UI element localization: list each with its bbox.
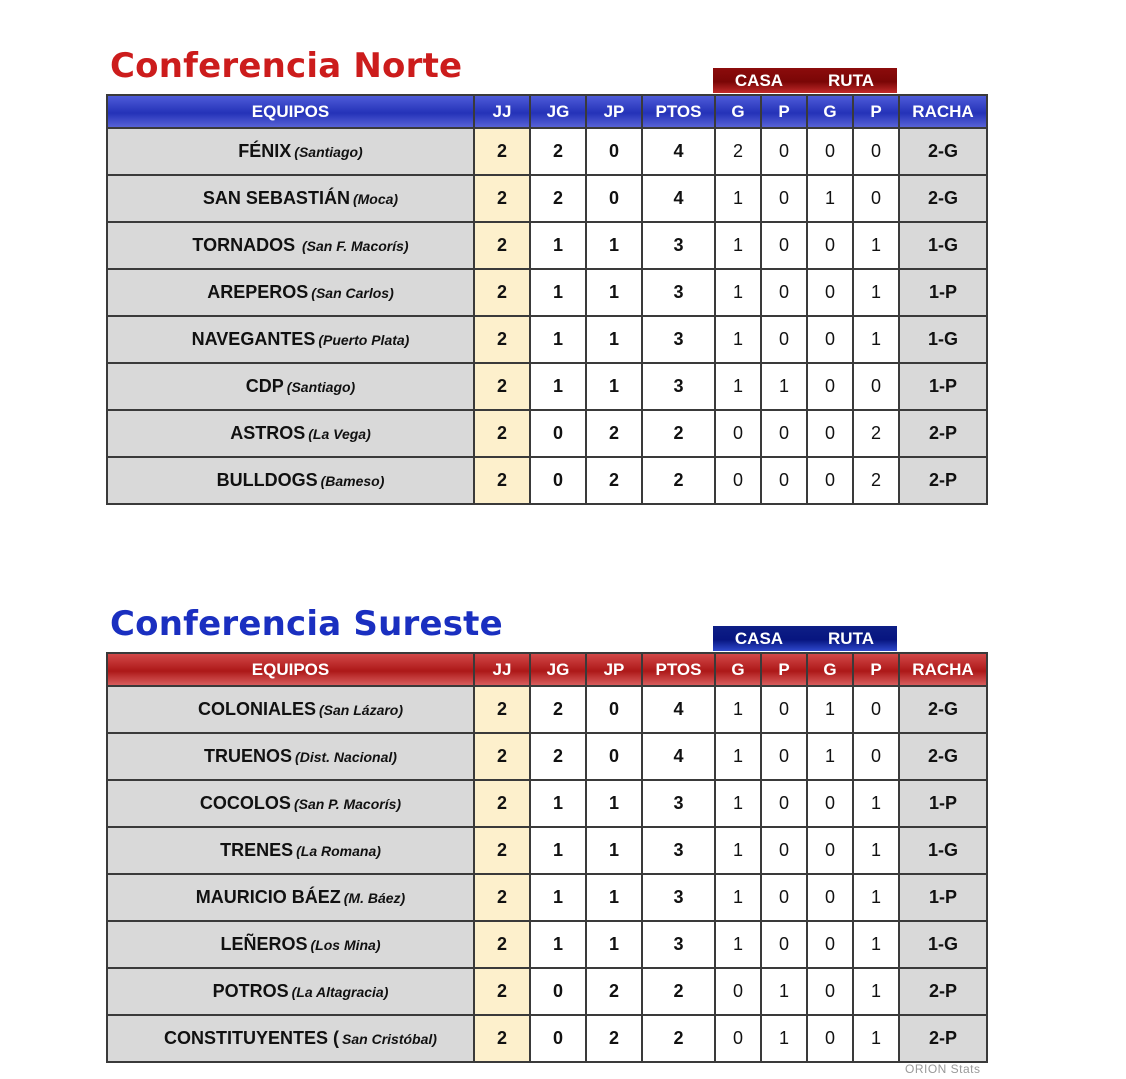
cell-casa-g: 1	[715, 874, 761, 921]
col-jp: JP	[586, 95, 642, 128]
cell-racha: 1-P	[899, 780, 987, 827]
cell-jp: 0	[586, 733, 642, 780]
cell-ruta-g: 0	[807, 316, 853, 363]
col-equipos: EQUIPOS	[107, 653, 474, 686]
cell-casa-g: 0	[715, 968, 761, 1015]
cell-jj: 2	[474, 175, 530, 222]
table-row	[107, 686, 987, 733]
cell-ptos: 2	[642, 968, 715, 1015]
team-city: (Bameso)	[320, 473, 385, 489]
cell-racha: 1-G	[899, 222, 987, 269]
cell-ptos: 3	[642, 780, 715, 827]
col-ruta-g: G	[807, 95, 853, 128]
team-cell	[107, 269, 474, 316]
conference-title: Conferencia Norte	[110, 46, 463, 86]
team-cell	[107, 457, 474, 504]
cell-jg: 1	[530, 921, 586, 968]
team-cell	[107, 363, 474, 410]
cell-casa-p: 0	[761, 827, 807, 874]
team-city: (Puerto Plata)	[318, 332, 410, 348]
team-cell	[107, 1015, 474, 1062]
cell-ruta-g: 0	[807, 1015, 853, 1062]
cell-ruta-g: 1	[807, 175, 853, 222]
cell-ruta-p: 1	[853, 874, 899, 921]
cell-racha: 2-G	[899, 733, 987, 780]
col-racha: RACHA	[899, 95, 987, 128]
col-casa-g: G	[715, 653, 761, 686]
cell-jg: 1	[530, 269, 586, 316]
cell-casa-g: 1	[715, 921, 761, 968]
team-city: (La Altagracia)	[291, 984, 389, 1000]
cell-ruta-p: 1	[853, 269, 899, 316]
cell-casa-p: 0	[761, 874, 807, 921]
team-cell	[107, 128, 474, 175]
cell-jj: 2	[474, 921, 530, 968]
table-row	[107, 128, 987, 175]
cell-racha: 2-G	[899, 686, 987, 733]
cell-jj: 2	[474, 222, 530, 269]
cell-ptos: 3	[642, 921, 715, 968]
cell-jg: 0	[530, 1015, 586, 1062]
cell-jp: 1	[586, 921, 642, 968]
table-row	[107, 269, 987, 316]
cell-ptos: 3	[642, 269, 715, 316]
cell-casa-g: 1	[715, 175, 761, 222]
cell-ruta-p: 2	[853, 457, 899, 504]
cell-ruta-g: 1	[807, 686, 853, 733]
team-city: (M. Báez)	[343, 890, 406, 906]
cell-jg: 1	[530, 363, 586, 410]
team-cell	[107, 733, 474, 780]
cell-jg: 2	[530, 686, 586, 733]
cell-ptos: 3	[642, 827, 715, 874]
team-cell	[107, 968, 474, 1015]
cell-racha: 2-P	[899, 968, 987, 1015]
team-cell	[107, 921, 474, 968]
col-ptos: PTOS	[642, 653, 715, 686]
team-name: NAVEGANTES	[191, 329, 316, 349]
cell-ptos: 4	[642, 686, 715, 733]
team-name: SAN SEBASTIÁN	[202, 188, 350, 208]
cell-jg: 1	[530, 827, 586, 874]
cell-jg: 0	[530, 457, 586, 504]
team-name: TRENES	[220, 840, 294, 860]
col-racha: RACHA	[899, 653, 987, 686]
cell-racha: 2-P	[899, 410, 987, 457]
cell-casa-p: 0	[761, 733, 807, 780]
watermark: ORION Stats	[905, 1062, 981, 1076]
table-row	[107, 316, 987, 363]
cell-jp: 0	[586, 128, 642, 175]
team-city: (San P. Macorís)	[293, 796, 402, 812]
cell-racha: 1-G	[899, 316, 987, 363]
cell-casa-g: 1	[715, 780, 761, 827]
table-row	[107, 1015, 987, 1062]
table-header-row	[107, 95, 987, 128]
cell-jj: 2	[474, 1015, 530, 1062]
ruta-super-header: RUTA	[805, 68, 897, 93]
cell-ptos: 4	[642, 128, 715, 175]
cell-jj: 2	[474, 410, 530, 457]
team-cell	[107, 175, 474, 222]
cell-casa-g: 1	[715, 827, 761, 874]
conference-title: Conferencia Sureste	[110, 604, 503, 644]
team-name: COCOLOS	[199, 793, 291, 813]
cell-jp: 1	[586, 874, 642, 921]
team-name: COLONIALES	[197, 699, 316, 719]
cell-racha: 1-P	[899, 363, 987, 410]
cell-ruta-p: 1	[853, 1015, 899, 1062]
team-name: LEÑEROS	[220, 934, 308, 954]
cell-casa-g: 0	[715, 1015, 761, 1062]
cell-casa-p: 0	[761, 457, 807, 504]
team-cell	[107, 316, 474, 363]
table-row	[107, 410, 987, 457]
cell-jp: 0	[586, 175, 642, 222]
casa-super-header: CASA	[713, 68, 805, 93]
cell-jg: 2	[530, 733, 586, 780]
cell-casa-p: 0	[761, 316, 807, 363]
cell-jj: 2	[474, 457, 530, 504]
cell-jp: 1	[586, 827, 642, 874]
cell-jp: 1	[586, 780, 642, 827]
cell-casa-p: 1	[761, 363, 807, 410]
cell-jg: 1	[530, 316, 586, 363]
team-name: BULLDOGS	[216, 470, 318, 490]
cell-ptos: 4	[642, 175, 715, 222]
cell-racha: 2-G	[899, 128, 987, 175]
cell-casa-p: 0	[761, 269, 807, 316]
col-ptos: PTOS	[642, 95, 715, 128]
cell-jp: 2	[586, 457, 642, 504]
table-row	[107, 874, 987, 921]
team-cell	[107, 874, 474, 921]
cell-ruta-p: 2	[853, 410, 899, 457]
cell-ruta-g: 0	[807, 874, 853, 921]
team-name: FÉNIX	[238, 141, 292, 161]
cell-jj: 2	[474, 269, 530, 316]
cell-ruta-p: 1	[853, 316, 899, 363]
cell-ruta-g: 0	[807, 269, 853, 316]
cell-ruta-p: 1	[853, 921, 899, 968]
cell-casa-p: 1	[761, 1015, 807, 1062]
col-jj: JJ	[474, 653, 530, 686]
table-row	[107, 457, 987, 504]
team-name: TORNADOS	[192, 235, 296, 255]
cell-jg: 0	[530, 410, 586, 457]
cell-ruta-p: 1	[853, 827, 899, 874]
cell-jj: 2	[474, 363, 530, 410]
table-row	[107, 222, 987, 269]
cell-ruta-g: 0	[807, 780, 853, 827]
cell-jp: 2	[586, 1015, 642, 1062]
cell-ptos: 3	[642, 363, 715, 410]
cell-jj: 2	[474, 733, 530, 780]
table-row	[107, 921, 987, 968]
cell-ruta-g: 0	[807, 128, 853, 175]
cell-casa-g: 1	[715, 269, 761, 316]
team-cell	[107, 410, 474, 457]
cell-casa-g: 1	[715, 733, 761, 780]
cell-ruta-p: 0	[853, 175, 899, 222]
cell-ptos: 2	[642, 457, 715, 504]
standings-body	[107, 128, 987, 504]
table-row	[107, 827, 987, 874]
cell-casa-g: 2	[715, 128, 761, 175]
team-name: CDP	[245, 376, 284, 396]
cell-ruta-g: 1	[807, 733, 853, 780]
team-cell	[107, 780, 474, 827]
cell-jg: 2	[530, 175, 586, 222]
team-city: (Santiago)	[294, 144, 363, 160]
cell-ptos: 3	[642, 222, 715, 269]
cell-casa-g: 1	[715, 222, 761, 269]
cell-ruta-p: 1	[853, 780, 899, 827]
cell-ruta-p: 0	[853, 363, 899, 410]
cell-casa-g: 0	[715, 410, 761, 457]
cell-racha: 2-P	[899, 1015, 987, 1062]
team-city: San Cristóbal)	[342, 1031, 437, 1047]
cell-racha: 2-G	[899, 175, 987, 222]
cell-jg: 1	[530, 222, 586, 269]
cell-ruta-p: 1	[853, 968, 899, 1015]
table-row	[107, 175, 987, 222]
team-cell	[107, 827, 474, 874]
cell-ptos: 2	[642, 1015, 715, 1062]
col-casa-p: P	[761, 653, 807, 686]
team-city: (Los Mina)	[310, 937, 381, 953]
cell-casa-p: 0	[761, 222, 807, 269]
team-name: POTROS	[212, 981, 289, 1001]
col-casa-g: G	[715, 95, 761, 128]
cell-casa-p: 0	[761, 921, 807, 968]
team-name: CONSTITUYENTES (	[164, 1028, 340, 1048]
cell-ruta-g: 0	[807, 827, 853, 874]
cell-jp: 0	[586, 686, 642, 733]
team-city: (La Romana)	[296, 843, 381, 859]
cell-casa-g: 1	[715, 316, 761, 363]
cell-casa-p: 0	[761, 780, 807, 827]
cell-ruta-g: 0	[807, 222, 853, 269]
ruta-super-header: RUTA	[805, 626, 897, 651]
table-row	[107, 780, 987, 827]
team-city: (La Vega)	[308, 426, 371, 442]
team-cell	[107, 686, 474, 733]
cell-racha: 1-P	[899, 874, 987, 921]
team-city: (San Lázaro)	[319, 702, 404, 718]
team-city: (San F. Macorís)	[298, 238, 409, 254]
col-casa-p: P	[761, 95, 807, 128]
cell-jp: 2	[586, 410, 642, 457]
cell-ruta-p: 0	[853, 733, 899, 780]
cell-racha: 2-P	[899, 457, 987, 504]
cell-ptos: 3	[642, 874, 715, 921]
team-name: TRUENOS	[204, 746, 293, 766]
cell-jp: 1	[586, 269, 642, 316]
col-jg: JG	[530, 653, 586, 686]
cell-ruta-g: 0	[807, 410, 853, 457]
cell-ptos: 2	[642, 410, 715, 457]
cell-racha: 1-G	[899, 921, 987, 968]
cell-jp: 1	[586, 363, 642, 410]
cell-jj: 2	[474, 316, 530, 363]
cell-casa-g: 1	[715, 686, 761, 733]
team-name: MAURICIO BÁEZ	[195, 887, 341, 907]
table-header-row	[107, 653, 987, 686]
cell-jg: 1	[530, 874, 586, 921]
cell-jj: 2	[474, 780, 530, 827]
team-city: (Dist. Nacional)	[295, 749, 397, 765]
casa-super-header: CASA	[713, 626, 805, 651]
cell-ruta-p: 1	[853, 222, 899, 269]
col-jp: JP	[586, 653, 642, 686]
cell-casa-p: 0	[761, 175, 807, 222]
cell-jj: 2	[474, 686, 530, 733]
cell-ptos: 3	[642, 316, 715, 363]
cell-jj: 2	[474, 874, 530, 921]
cell-jp: 2	[586, 968, 642, 1015]
cell-racha: 1-G	[899, 827, 987, 874]
table-row	[107, 363, 987, 410]
cell-jp: 1	[586, 316, 642, 363]
cell-casa-p: 0	[761, 128, 807, 175]
cell-racha: 1-P	[899, 269, 987, 316]
cell-jg: 2	[530, 128, 586, 175]
team-city: (Moca)	[352, 191, 399, 207]
standings-table	[106, 652, 988, 1063]
standings-body	[107, 686, 987, 1062]
col-equipos: EQUIPOS	[107, 95, 474, 128]
team-cell	[107, 222, 474, 269]
table-row	[107, 733, 987, 780]
standings-table	[106, 94, 988, 505]
cell-casa-p: 1	[761, 968, 807, 1015]
table-row	[107, 968, 987, 1015]
cell-casa-p: 0	[761, 686, 807, 733]
col-ruta-p: P	[853, 653, 899, 686]
cell-jj: 2	[474, 827, 530, 874]
cell-ptos: 4	[642, 733, 715, 780]
team-name: AREPEROS	[207, 282, 309, 302]
cell-casa-p: 0	[761, 410, 807, 457]
cell-casa-g: 0	[715, 457, 761, 504]
cell-ruta-g: 0	[807, 457, 853, 504]
team-name: ASTROS	[230, 423, 306, 443]
team-city: (Santiago)	[286, 379, 356, 395]
cell-ruta-g: 0	[807, 968, 853, 1015]
col-jj: JJ	[474, 95, 530, 128]
col-ruta-p: P	[853, 95, 899, 128]
col-jg: JG	[530, 95, 586, 128]
cell-jj: 2	[474, 128, 530, 175]
cell-casa-g: 1	[715, 363, 761, 410]
cell-ruta-p: 0	[853, 686, 899, 733]
team-city: (San Carlos)	[311, 285, 394, 301]
cell-ruta-g: 0	[807, 921, 853, 968]
cell-jp: 1	[586, 222, 642, 269]
cell-jg: 0	[530, 968, 586, 1015]
col-ruta-g: G	[807, 653, 853, 686]
cell-ruta-p: 0	[853, 128, 899, 175]
cell-jg: 1	[530, 780, 586, 827]
cell-jj: 2	[474, 968, 530, 1015]
cell-ruta-g: 0	[807, 363, 853, 410]
